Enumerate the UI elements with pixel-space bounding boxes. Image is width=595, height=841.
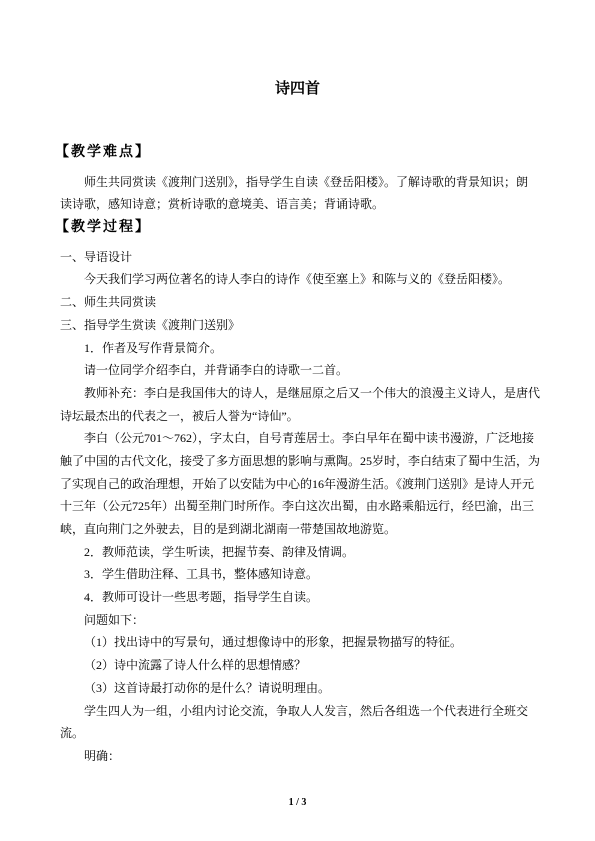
paragraph-line: 今天我们学习两位著名的诗人李白的诗作《使至塞上》和陈与义的《登岳阳楼》。: [84, 272, 511, 287]
list-item-step-4: 4．教师可设计一些思考题，指导学生自读。: [84, 590, 319, 605]
paragraph-line: 请一位同学介绍李白，并背诵李白的诗歌一二首。: [84, 363, 349, 378]
section-heading-teaching-difficulty: 【教学难点】: [55, 144, 151, 160]
section-heading-teaching-process: 【教学过程】: [55, 219, 151, 236]
paragraph-line: 了实现自己的政治理想，开始了以安陆为中心的16年漫游生活。《渡荆门送别》是诗人开元: [60, 476, 535, 491]
questions-intro: 问题如下：: [84, 612, 145, 627]
paragraph-line: 触了中国的古代文化，接受了多方面思想的影响与熏陶。25岁时，李白结束了蜀中生活，为: [60, 453, 541, 468]
paragraph-line: 流。: [60, 726, 85, 741]
paragraph-line: 教师补充：李白是我国伟大的诗人，是继屈原之后又一个伟大的浪漫主义诗人，是唐代: [84, 385, 541, 400]
paragraph-line: 学生四人为一组，小组内讨论交流，争取人人发言，然后各组选一个代表进行全班交: [84, 703, 529, 718]
paragraph-line: 读诗歌，感知诗意；赏析诗歌的意境美、语言美；背诵诗歌。: [60, 197, 385, 212]
question-item: （2）诗中流露了诗人什么样的思想情感？: [84, 658, 307, 673]
question-item: （1）找出诗中的写景句，通过想像诗中的形象，把握景物描写的特征。: [84, 635, 463, 650]
part-heading-shared-reading: 二、师生共同赏读: [60, 295, 157, 310]
paragraph-line: 李白（公元701～762），字太白，自号青莲居士。李白早年在蜀中读书漫游，广泛地接: [84, 431, 535, 446]
part-heading-guided-reading: 三、指导学生赏读《渡荆门送别》: [60, 317, 241, 332]
page-number: 1 / 3: [288, 797, 307, 808]
list-item-step-1: 1．作者及写作背景简介。: [84, 340, 223, 355]
page-title: 诗四首: [274, 79, 320, 97]
document-body: [0, 141, 595, 768]
question-item: （3）这首诗最打动你的是什么？请说明理由。: [84, 680, 331, 695]
list-item-step-3: 3．学生借助注释、工具书，整体感知诗意。: [84, 567, 319, 582]
paragraph-line: 诗坛最杰出的代表之一，被后人誉为“诗仙”。: [60, 408, 299, 423]
part-heading-introduction: 一、导语设计: [60, 249, 133, 264]
list-item-step-2: 2．教师范读，学生听读，把握节奏、韵律及情调。: [84, 544, 355, 559]
paragraph-line: 师生共同赏读《渡荆门送别》，指导学生自读《登岳阳楼》。了解诗歌的背景知识；朗: [84, 174, 529, 189]
paragraph-line: 十三年（公元725年）出蜀至荆门时所作。李白这次出蜀，由水路乘船远行，经巴渝，出三: [60, 499, 535, 514]
clarification-label: 明确：: [84, 748, 121, 763]
paragraph-line: 峡，直向荆门之外驶去，目的是到湖北湖南一带楚国故地游览。: [60, 522, 397, 536]
